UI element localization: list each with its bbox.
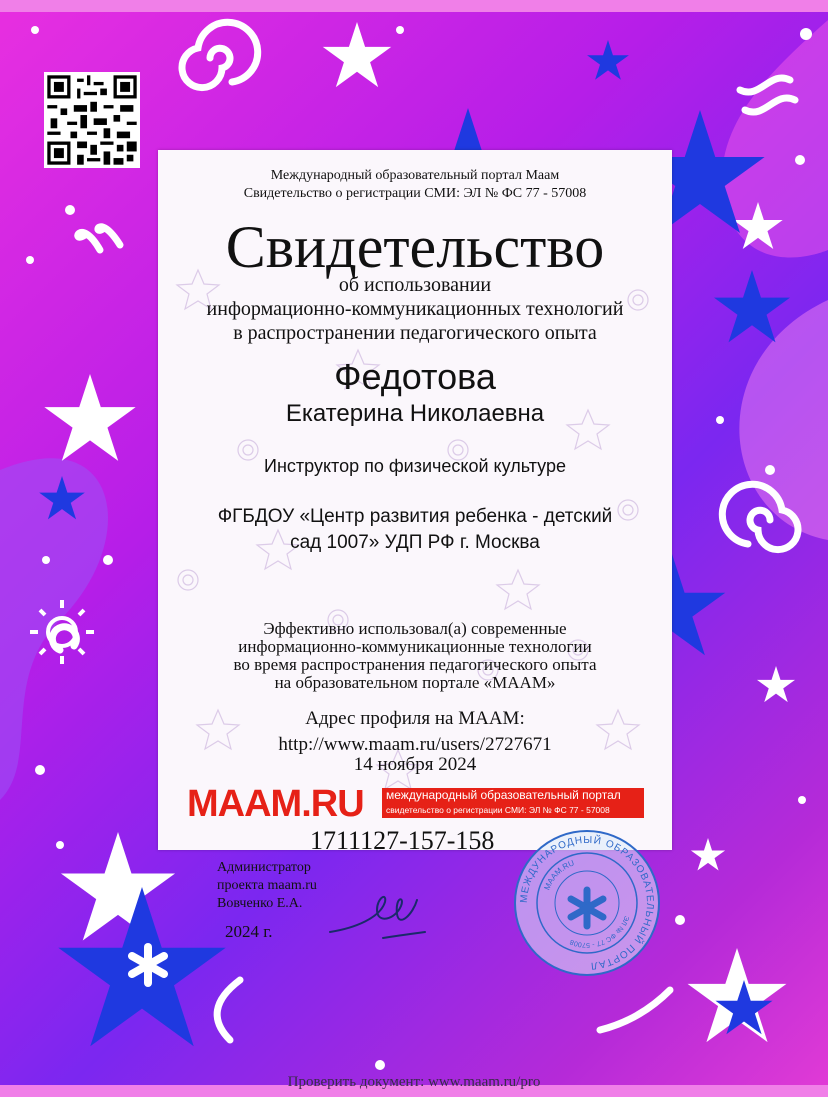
verify-link[interactable]: Проверить документ: www.maam.ru/pro — [287, 1074, 541, 1090]
organization-line-1: ФГБДОУ «Центр развития ребенка - детский — [217, 506, 613, 527]
subtitle-line-1: об использовании — [338, 274, 492, 296]
handwritten-signature — [325, 880, 445, 950]
logo-tagline-2: свидетельство о регистрации СМИ: ЭЛ № ФС 77 - 57008 — [386, 805, 610, 815]
signatory-project: проекта maam.ru — [217, 878, 317, 893]
subtitle-line-3: в распространении педагогического опыта — [233, 322, 597, 344]
signatory-year: 2024 г. — [225, 922, 273, 941]
certificate-number: 1711127-157-158 — [310, 826, 495, 855]
recipient-surname: Федотова — [334, 356, 496, 397]
qr-code — [44, 72, 140, 168]
round-stamp — [512, 828, 662, 978]
certificate-title: Свидетельство — [225, 214, 605, 280]
signatory-role: Администратор — [217, 860, 311, 875]
statement-line-2: информационно-коммуникационные технологии — [238, 637, 592, 656]
recipient-given-names: Екатерина Николаевна — [285, 400, 545, 427]
recipient-position: Инструктор по физической культуре — [264, 456, 566, 476]
statement-line-4: на образовательном портале «МААМ» — [274, 673, 556, 692]
signatory-name: Вовченко Е.А. — [217, 896, 303, 911]
stamp-reg: ЭЛ № ФС 77 - 57008 — [569, 914, 630, 949]
profile-label: Адрес профиля на МААМ: — [305, 708, 525, 729]
certificate-panel — [158, 150, 672, 850]
statement-line-3: во время распространения педагогического опыта — [233, 655, 597, 674]
subtitle-line-2: информационно-коммуникационных технологий — [206, 298, 624, 320]
stamp-text: МЕЖДУНАРОДНЫЙ ОБРАЗОВАТЕЛЬНЫЙ ПОРТАЛ — [518, 834, 656, 972]
portal-name: Международный образовательный портал Маам — [270, 168, 560, 183]
statement-line-1: Эффективно использовал(а) современные — [263, 619, 567, 638]
registration-info: Свидетельство о регистрации СМИ: ЭЛ № ФС 77 - 57008 — [243, 186, 587, 201]
profile-url: http://www.maam.ru/users/2727671 — [278, 734, 552, 755]
stamp-site: MAAM.RU — [542, 858, 576, 892]
issue-date: 14 ноября 2024 — [353, 754, 477, 775]
organization-line-2: сад 1007» УДП РФ г. Москва — [290, 532, 540, 553]
maam-brand: MAAM.RU — [187, 783, 364, 825]
logo-tagline-1: международный образовательный портал — [386, 788, 621, 802]
